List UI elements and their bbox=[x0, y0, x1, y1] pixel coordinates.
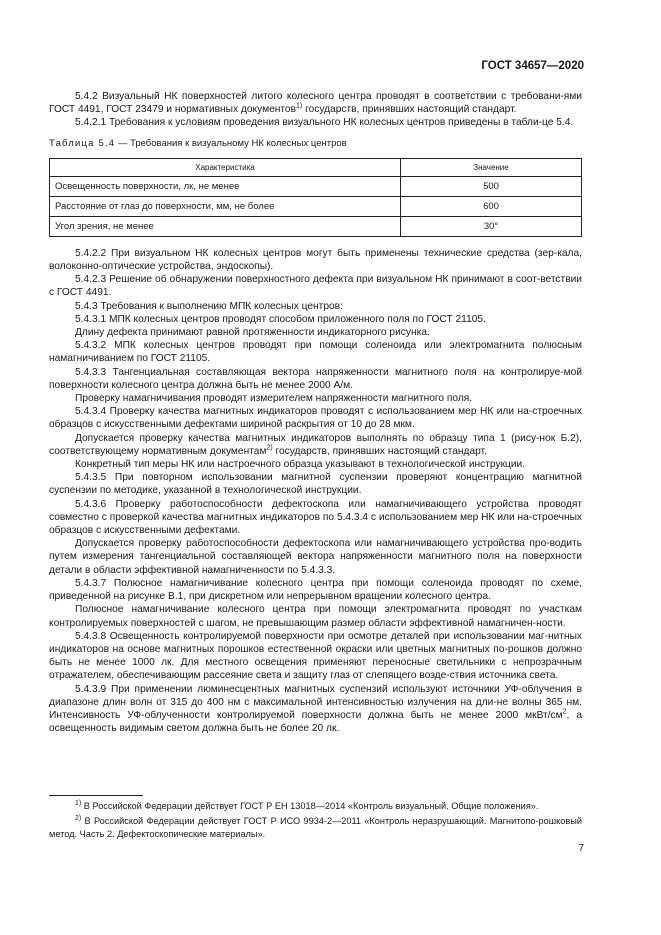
footnote-1: $^{1)}$ В Российской Федерации действует ГОСТ Р ЕН 13018—2014 «Контроль визуальный. Общие положения». bbox=[75, 799, 539, 811]
table-caption-text: — Требования к визуальному НК колесных центров bbox=[115, 137, 347, 149]
paragraph-5-4-3-9: 5.4.3.9 При применении люминесцентных магнитных суспензий используют источники УФ-облучения в диапазоне длин волн от 315 до 400 нм с максимальной интенсивностью излучения на дли-не волны 365 нм. Интенсивность УФ-облученности контролируемой поверхности должна быть не менее 2000 мкВт/$см^2$, а освещенность видимым светом должна быть не более 20 лк. bbox=[49, 683, 582, 735]
paragraph-5-4-3-8: 5.4.3.8 Освещенность контролируемой поверхности при осмотре деталей при использовании маг-нитных индикаторов на основе магнитных порошков естественной окраски или цветных магнитных по-рошков должно быть не менее 1000 лк. Для местного освещения применяют переносные светильники с непрозрачным отражателем, обеспечивающим рассеяние света и защиту глаз от слепящего возде-ствия источника света. bbox=[49, 630, 582, 682]
paragraph-5-4-3-4: 5.4.3.4 Проверку качества магнитных индикаторов проводят с использованием мер НК или на-строечных образцов с искусственными дефектами шириной раскрытия от 10 до 28 мкм. bbox=[49, 406, 582, 431]
paragraph-sample-type-1: Допускается проверку качества магнитных индикаторов выполнять по образцу типа 1 (рису-нок Б.2), соответствующему нормативным документам$^{2)}$ государств, принявших настоящий стандарт. bbox=[49, 432, 582, 457]
table-cell-value: 500 bbox=[401, 176, 582, 196]
footnote-ref-2: 2) bbox=[266, 444, 273, 452]
paragraph-sample-type-instruction: Конкретный тип меры НК или настроечного образца указывают в технологической инструкции. bbox=[75, 459, 526, 471]
table-row bbox=[50, 176, 582, 196]
table-cell-characteristic: Угол зрения, не менее bbox=[50, 216, 401, 236]
visual-inspection-requirements-table bbox=[49, 158, 582, 237]
table-cell-value: 600 bbox=[401, 196, 582, 216]
paragraph-5-4-3: 5.4.3 Требования к выполнению МПК колесных центров: bbox=[75, 300, 343, 312]
paragraph-5-4-2-1: 5.4.2.1 Требования к условиям проведения визуального НК колесных центров приведены в табли-це 5.4. bbox=[75, 117, 574, 129]
column-header-characteristic: Характеристика bbox=[50, 158, 401, 176]
footnote-2: $^{2)}$ В Российской Федерации действует ГОСТ Р ИСО 9934-2—2011 «Контроль неразрушающий. Магнитопо-рошковый метод. Часть 2. Дефектоскопические материалы». bbox=[49, 814, 582, 839]
paragraph-5-4-3-3: 5.4.3.3 Тангенциальная составляющая вектора напряженности магнитного поля на контролируе-мой поверхности колесного центра должна быть не менее 2000 А/м. bbox=[49, 366, 582, 391]
document-code-header: ГОСТ 34657—2020 bbox=[481, 60, 584, 72]
paragraph-5-4-2-2: 5.4.2.2 При визуальном НК колесных центров могут быть применены технические средства (зер-кала, волоконно-оптические устройства, эндоскопы). bbox=[49, 247, 582, 273]
paragraph-5-4-3-7: 5.4.3.7 Полюсное намагничивание колесного центра при помощи соленоида проводят по схеме, приведенной на рисунке В.1, при дискретном или непрерывном вращении колесного центра. bbox=[49, 577, 582, 603]
paragraph-5-4-3-2: 5.4.3.2 МПК колесных центров проводят при помощи соленоида или электромагнита полюсным намагничиванием по ГОСТ 21105. bbox=[49, 340, 582, 365]
table-row bbox=[50, 216, 582, 236]
paragraph-defect-length: Длину дефекта принимают равной протяженности индикаторного рисунка. bbox=[75, 327, 430, 339]
paragraph-electromagnet-magnetization: Полюсное намагничивание колесного центра при помощи электромагнита проводят по участкам контролируемых поверхностей с шагом, не превышающим размер области эффективной намагничен-ности. bbox=[49, 604, 582, 629]
column-header-value: Значение bbox=[401, 158, 582, 176]
paragraph-5-4-2-3: 5.4.2.3 Решение об обнаружении поверхностного дефекта при визуальном НК принимают в соот-ветствии с ГОСТ 4491. bbox=[49, 274, 582, 299]
table-cell-characteristic: Освещенность поверхности, лк, не менее bbox=[50, 176, 401, 196]
footnote-separator bbox=[49, 795, 143, 796]
paragraph-5-4-3-6: 5.4.3.6 Проверку работоспособности дефектоскопа или намагничивающего устройства проводят совместно с проверкой качества магнитных индикаторов по 5.4.3.4 с использованием мер НК или на-строечных образцов с искусственными дефектами. bbox=[49, 498, 582, 537]
paragraph-flaw-detector-check: Допускается проверку работоспособности дефектоскопа или намагничивающего устройства про-водить путем измерения тангенциальной составляющей вектора напряженности магнитного поля на поверхности детали в области эффективной намагниченности по 5.4.3.3. bbox=[49, 538, 582, 576]
paragraph-5-4-3-1: 5.4.3.1 МПК колесных центров проводят способом приложенного поля по ГОСТ 21105. bbox=[75, 313, 486, 325]
superscript-squared: 2 bbox=[562, 708, 567, 716]
table-row bbox=[50, 196, 582, 216]
paragraph-5-4-3-5: 5.4.3.5 При повторном использовании магнитной суспензии проверяют концентрацию магнитной суспензии по методике, указанной в технологической инструкции. bbox=[49, 472, 582, 497]
footnote-ref-1: 1) bbox=[296, 102, 303, 110]
table-header-row bbox=[50, 158, 582, 176]
table-caption bbox=[49, 137, 582, 150]
table-cell-value: 30° bbox=[401, 216, 582, 236]
paragraph-5-4-2: 5.4.2 Визуальный НК поверхностей литого колесного центра проводят в соответствии с требовани-ями ГОСТ 4491, ГОСТ 23479 и нормативных документов$^{1)}$ государств, принявших настоящий стандарт. bbox=[49, 91, 582, 116]
page-content bbox=[49, 90, 582, 735]
paragraph-magnetization-check: Проверку намагничивания проводят измерителем напряженности магнитного поля. bbox=[75, 393, 473, 405]
page-number: 7 bbox=[578, 843, 584, 854]
table-cell-characteristic: Расстояние от глаз до поверхности, мм, не более bbox=[50, 196, 401, 216]
table-caption-label: Таблица 5.4 bbox=[49, 137, 116, 149]
